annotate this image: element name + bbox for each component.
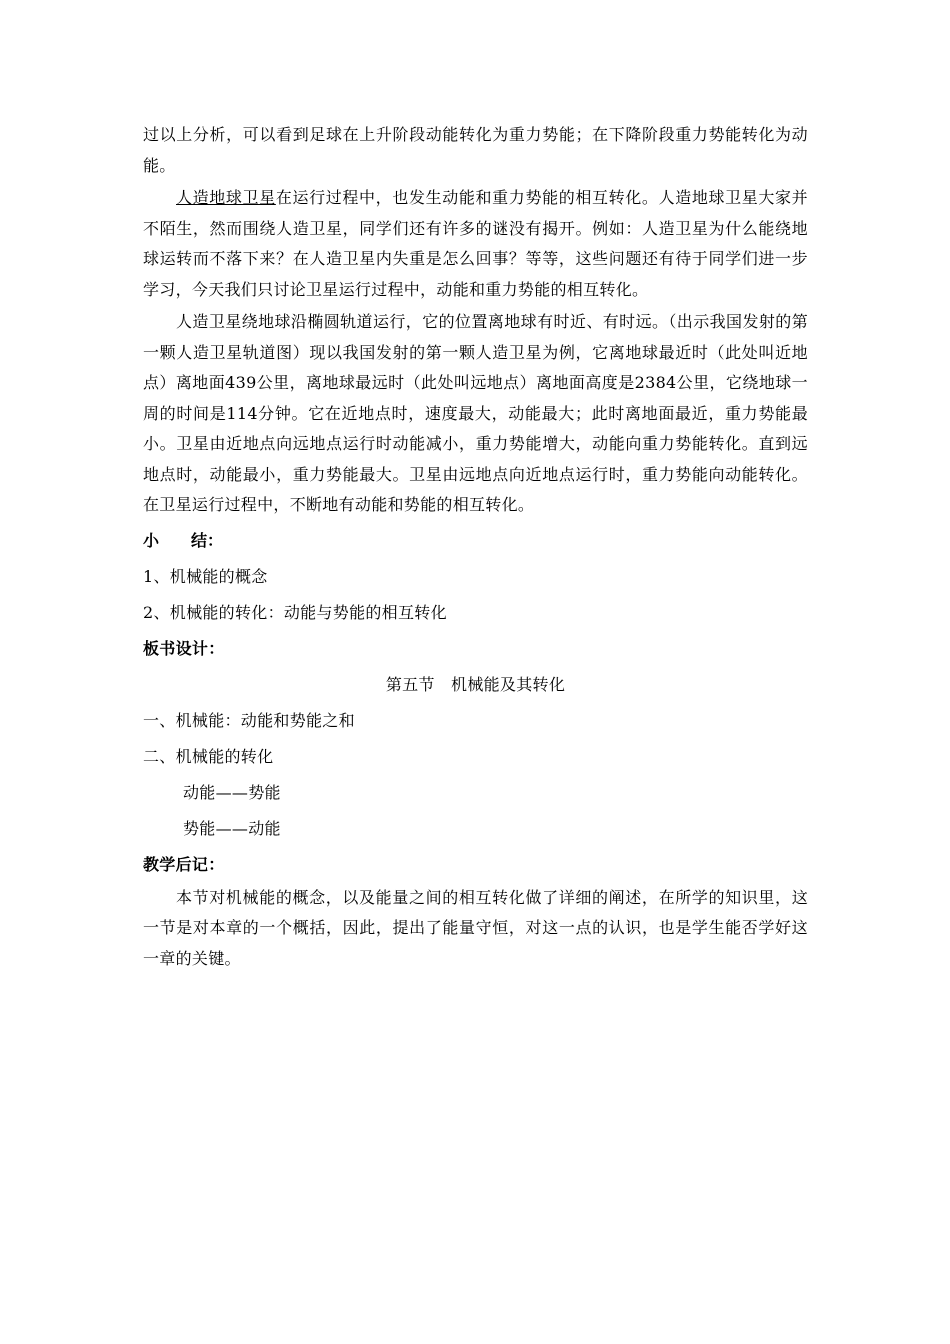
summary-item-2: 2、机械能的转化：动能与势能的相互转化: [143, 602, 447, 622]
paragraph-satellite-intro-text: 在运行过程中，也发生动能和重力势能的相互转化。人造地球卫星大家并不陌生，然而围绕人造卫星，同学们还有许多的谜没有揭开。例如：人造卫星为什么能绕地球运转而不落下来？在人造卫星内失重是怎么回事？等等，这些问题还有待于同学们进一步学习，今天我们只讨论卫星运行过程中，动能和重力势能的相互转化。: [143, 188, 808, 299]
board-line-1: 一、机械能：动能和势能之和: [143, 710, 355, 730]
board-design-heading: 板书设计：: [143, 638, 225, 658]
board-title: 第五节 机械能及其转化: [385, 674, 566, 694]
summary-heading: [143, 523, 808, 559]
document-page: [143, 120, 808, 976]
afterword-heading: 教学后记：: [143, 854, 225, 874]
afterword-paragraph: 本节对机械能的概念，以及能量之间的相互转化做了详细的阐述，在所学的知识里，这一节是对本章的一个概括，因此，提出了能量守恒，对这一点的认识，也是学生能否学好这一章的关键。: [143, 887, 808, 968]
summary-heading-part1: 小: [143, 530, 160, 550]
board-line-2: 二、机械能的转化: [143, 746, 274, 766]
satellite-term: 人造地球卫星: [176, 188, 276, 207]
summary-item-1: 1、机械能的概念: [143, 566, 268, 586]
paragraph-satellite-orbit: 人造卫星绕地球沿椭圆轨道运行，它的位置离地球有时近、有时远。（出示我国发射的第一颗人造卫星轨道图）现以我国发射的第一颗人造卫星为例，它离地球最近时（此处叫近地点）离地面439公里，离地球最远时（此处叫远地点）离地面高度是2384公里，它绕地球一周的时间是114分钟。它在近地点时，速度最大，动能最大；此时离地面最近，重力势能最小。卫星由近地点向远地点运行时动能减小，重力势能增大，动能向重力势能转化。直到远地点时，动能最小，重力势能最大。卫星由远地点向近地点运行时，重力势能向动能转化。在卫星运行过程中，不断地有动能和势能的相互转化。: [143, 312, 808, 514]
summary-heading-part2: 结：: [191, 530, 224, 550]
board-line-3: 动能——势能: [183, 782, 281, 802]
paragraph-football-analysis: 过以上分析，可以看到足球在上升阶段动能转化为重力势能；在下降阶段重力势能转化为动能。: [143, 125, 808, 175]
board-line-4: 势能——动能: [183, 818, 281, 838]
paragraph-satellite-intro: [143, 183, 808, 305]
